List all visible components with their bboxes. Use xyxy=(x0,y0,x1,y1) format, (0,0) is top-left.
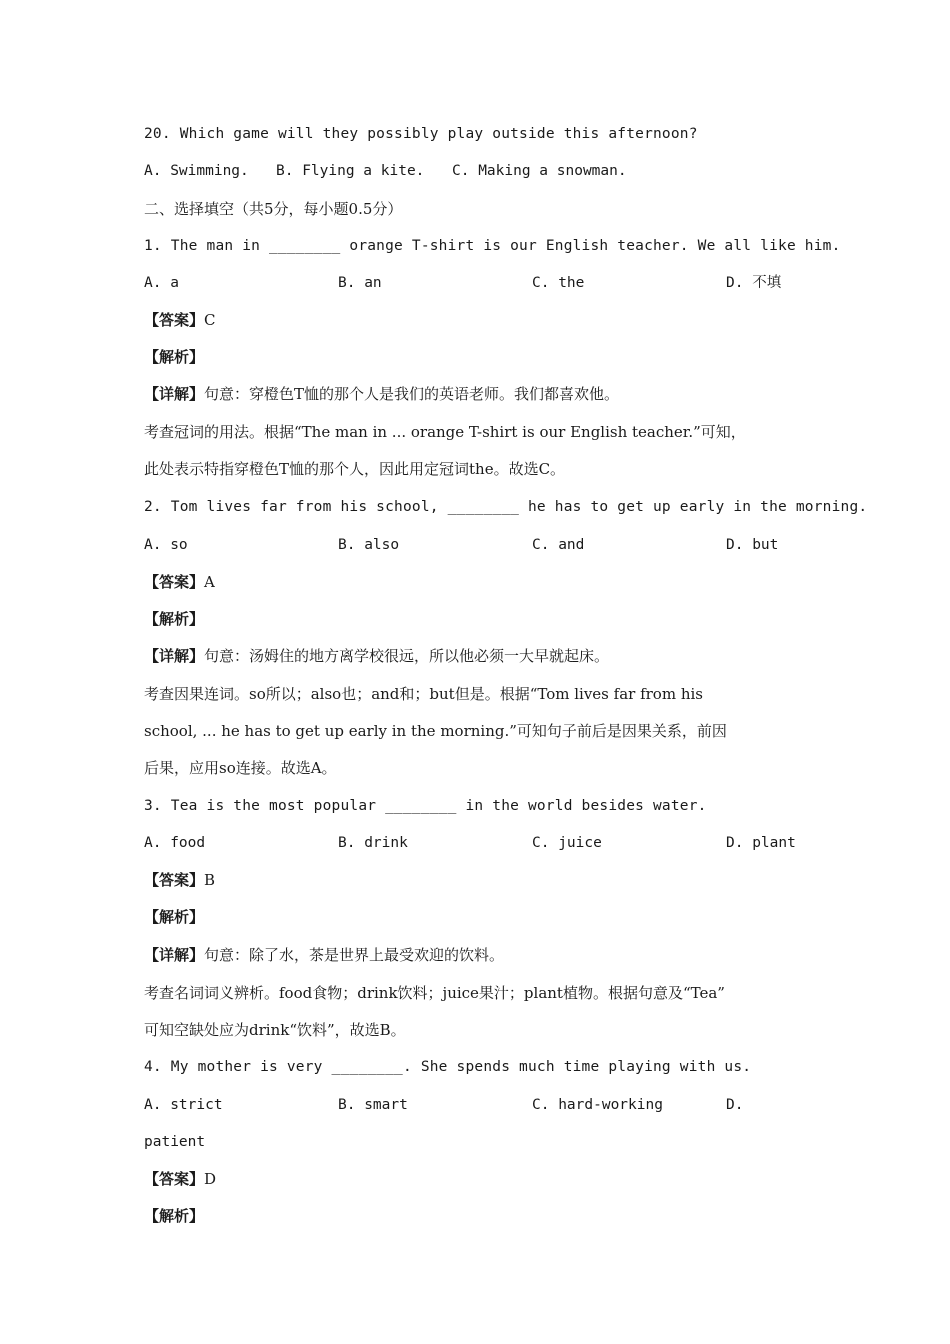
q1-analysis-label: 【解析】 xyxy=(144,348,205,366)
detail-text: 句意：除了水，茶是世界上最受欢迎的饮料。 xyxy=(204,946,505,964)
q3-explain-2: 可知空缺处应为drink“饮料”，故选B。 xyxy=(144,1021,406,1039)
answer-value: A xyxy=(204,573,215,591)
q3-analysis-label: 【解析】 xyxy=(144,908,205,926)
section-title: 二、选择填空（共5分，每小题0.5分） xyxy=(144,200,403,218)
q1-option-c: C. the xyxy=(532,275,585,291)
q1-explain-2: 此处表示特指穿橙色T恤的那个人，因此用定冠词the。故选C。 xyxy=(144,460,566,478)
detail-text: 句意：穿橙色T恤的那个人是我们的英语老师。我们都喜欢他。 xyxy=(204,385,620,403)
q3-option-a: A. food xyxy=(144,835,206,851)
q3-option-b: B. drink xyxy=(338,835,408,851)
answer-label: 【答案】 xyxy=(144,871,205,889)
q4-option-d-wrap: patient xyxy=(144,1134,206,1150)
q4-option-b: B. smart xyxy=(338,1097,408,1113)
q2-option-d: D. but xyxy=(726,537,779,553)
q4-answer xyxy=(144,1169,216,1189)
q3-explain-1: 考查名词词义辨析。food食物；drink饮料；juice果汁；plant植物。根据句意及“Tea” xyxy=(144,984,725,1002)
q2-explain-1: 考查因果连词。so所以；also也；and和；but但是。根据“Tom lives far from his xyxy=(144,685,703,703)
detail-label: 【详解】 xyxy=(144,647,205,665)
q3-option-d: D. plant xyxy=(726,835,796,851)
q4-option-a: A. strict xyxy=(144,1097,223,1113)
answer-value: D xyxy=(204,1170,217,1188)
q2-answer xyxy=(144,572,215,592)
answer-label: 【答案】 xyxy=(144,1170,205,1188)
question-1: 1. The man in ________ orange T-shirt is our English teacher. We all like him. xyxy=(144,238,841,254)
q2-detail xyxy=(144,646,609,666)
q2-explain-2: school, ... he has to get up early in the morning.”可知句子前后是因果关系，前因 xyxy=(144,722,727,740)
q2-option-c: C. and xyxy=(532,537,585,553)
q1-option-a: A. a xyxy=(144,275,179,291)
answer-label: 【答案】 xyxy=(144,573,205,591)
detail-label: 【详解】 xyxy=(144,946,205,964)
q4-option-d: D. xyxy=(726,1097,744,1113)
q1-option-d: D. 不填 xyxy=(726,275,782,291)
answer-label: 【答案】 xyxy=(144,311,205,329)
q4-analysis-label: 【解析】 xyxy=(144,1207,205,1225)
q2-option-a: A. so xyxy=(144,537,188,553)
detail-text: 句意：汤姆住的地方离学校很远，所以他必须一大早就起床。 xyxy=(204,647,610,665)
q1-explain-1: 考查冠词的用法。根据“The man in ... orange T-shirt is our English teacher.”可知， xyxy=(144,423,746,441)
question-4: 4. My mother is very ________. She spends much time playing with us. xyxy=(144,1059,752,1075)
answer-value: C xyxy=(204,311,216,329)
q1-answer xyxy=(144,310,216,330)
q20-option-c: C. Making a snowman. xyxy=(452,163,627,179)
q20-option-b: B. Flying a kite. xyxy=(276,163,425,179)
q3-detail xyxy=(144,945,504,965)
q2-analysis-label: 【解析】 xyxy=(144,610,205,628)
detail-label: 【详解】 xyxy=(144,385,205,403)
q3-answer xyxy=(144,870,215,890)
q2-option-b: B. also xyxy=(338,537,400,553)
q3-option-c: C. juice xyxy=(532,835,602,851)
answer-value: B xyxy=(204,871,216,889)
q20-option-a: A. Swimming. xyxy=(144,163,249,179)
question-2: 2. Tom lives far from his school, ________ he has to get up early in the morning. xyxy=(144,499,868,515)
q1-option-b: B. an xyxy=(338,275,382,291)
q2-explain-3: 后果，应用so连接。故选A。 xyxy=(144,759,337,777)
question-20: 20. Which game will they possibly play outside this afternoon? xyxy=(144,126,698,142)
q4-option-c: C. hard-working xyxy=(532,1097,663,1113)
q1-detail xyxy=(144,384,619,404)
question-3: 3. Tea is the most popular ________ in the world besides water. xyxy=(144,798,707,814)
